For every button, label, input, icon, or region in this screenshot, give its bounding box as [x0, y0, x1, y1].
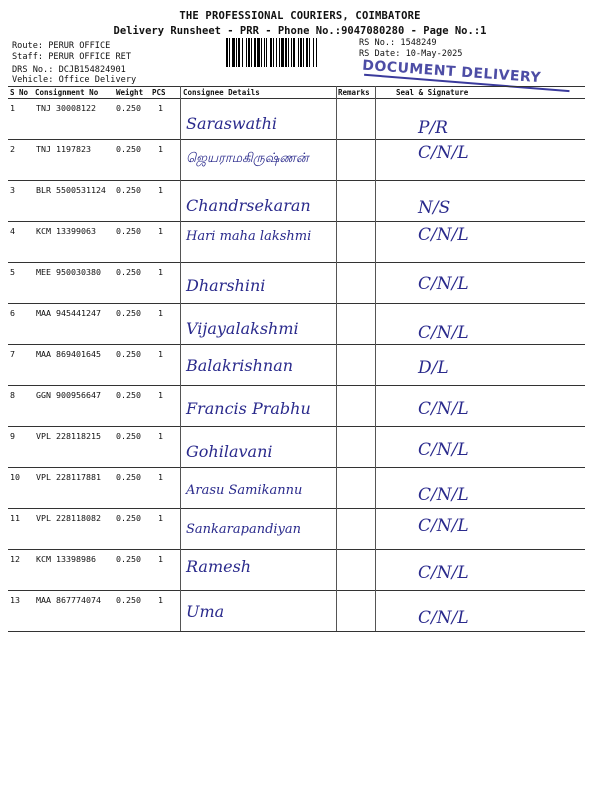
cell-pcs: 1 [158, 226, 163, 236]
cell-consignee-handwritten: Chandrsekaran [186, 196, 311, 215]
cell-pcs: 1 [158, 390, 163, 400]
cell-consignment-no: GGN 900956647 [36, 390, 101, 400]
rs-number: RS No.: 1548249 [359, 38, 437, 48]
runsheet-title: Delivery Runsheet - PRR - Phone No.:9047080280 - Page No.:1 [113, 25, 487, 37]
cell-pcs: 1 [158, 595, 163, 605]
barcode-bar [298, 38, 299, 67]
cell-consignment-no: VPL 228118215 [36, 431, 101, 441]
cell-pcs: 1 [158, 185, 163, 195]
barcode-bar [291, 38, 292, 67]
cell-sno: 9 [10, 431, 15, 441]
barcode-bar [246, 38, 247, 67]
cell-sno: 10 [10, 472, 20, 482]
row-divider [8, 344, 585, 345]
cell-weight: 0.250 [116, 144, 141, 154]
barcode-bar [261, 38, 262, 67]
row-divider [8, 549, 585, 550]
cell-seal-signature: D/L [418, 358, 449, 378]
cell-consignment-no: KCM 13399063 [36, 226, 96, 236]
cell-consignment-no: MEE 950030380 [36, 267, 101, 277]
cell-consignment-no: VPL 228118082 [36, 513, 101, 523]
barcode-bar [276, 38, 277, 67]
cell-weight: 0.250 [116, 267, 141, 277]
column-divider [336, 86, 337, 631]
barcode-bar [242, 38, 243, 67]
row-divider [8, 385, 585, 386]
rs-date: RS Date: 10-May-2025 [359, 49, 463, 59]
barcode-bar [236, 38, 237, 67]
barcode-bar [281, 38, 284, 67]
barcode-bar [316, 38, 317, 67]
cell-seal-signature: C/N/L [418, 143, 469, 163]
row-divider [8, 426, 585, 427]
barcode-bar [270, 38, 272, 67]
company-name: THE PROFESSIONAL COURIERS, COIMBATORE [179, 10, 421, 22]
cell-pcs: 1 [158, 554, 163, 564]
cell-sno: 11 [10, 513, 20, 523]
table-header-border [8, 98, 585, 99]
cell-seal-signature: C/N/L [418, 274, 469, 294]
barcode-bar [285, 38, 287, 67]
row-divider [8, 139, 585, 140]
header-weight: Weight [116, 88, 144, 97]
cell-weight: 0.250 [116, 595, 141, 605]
column-divider [180, 86, 181, 631]
cell-pcs: 1 [158, 431, 163, 441]
cell-consignee-handwritten: Arasu Samikannu [186, 483, 303, 498]
cell-seal-signature: N/S [418, 198, 451, 218]
cell-pcs: 1 [158, 267, 163, 277]
cell-seal-signature: C/N/L [418, 516, 469, 536]
cell-sno: 1 [10, 103, 15, 113]
cell-consignee-handwritten: Gohilavani [186, 442, 273, 461]
cell-consignment-no: TNJ 30008122 [36, 103, 96, 113]
cell-consignee-handwritten: Sankarapandiyan [186, 522, 302, 537]
cell-seal-signature: C/N/L [418, 485, 469, 505]
cell-sno: 8 [10, 390, 15, 400]
header-signature: Seal & Signature [396, 88, 469, 97]
cell-pcs: 1 [158, 144, 163, 154]
barcode-bar [232, 38, 235, 67]
column-divider [375, 86, 376, 631]
cell-consignee-handwritten: Dharshini [186, 276, 266, 295]
cell-pcs: 1 [158, 513, 163, 523]
cell-seal-signature: C/N/L [418, 563, 469, 583]
barcode-bar [238, 38, 240, 67]
cell-seal-signature: C/N/L [418, 225, 469, 245]
cell-weight: 0.250 [116, 390, 141, 400]
cell-seal-signature: C/N/L [418, 399, 469, 419]
header-sno: S No [10, 88, 29, 97]
barcode-bar [303, 38, 304, 67]
row-divider [8, 508, 585, 509]
staff-label: Staff: PERUR OFFICE RET [12, 52, 131, 62]
drs-number: DRS No.: DCJB154824901 [12, 65, 126, 75]
cell-consignee-handwritten: Francis Prabhu [186, 399, 311, 418]
cell-consignment-no: KCM 13398986 [36, 554, 96, 564]
header-consignee: Consignee Details [183, 88, 260, 97]
row-divider [8, 262, 585, 263]
barcode-bar [293, 38, 295, 67]
barcode-bar [309, 38, 310, 67]
cell-weight: 0.250 [116, 185, 141, 195]
header-remarks: Remarks [338, 88, 370, 97]
cell-sno: 2 [10, 144, 15, 154]
cell-consignee-handwritten: Hari maha lakshmi [186, 229, 312, 244]
barcode-image [226, 38, 354, 67]
barcode-bar [248, 38, 250, 67]
cell-sno: 3 [10, 185, 15, 195]
cell-seal-signature: C/N/L [418, 440, 469, 460]
barcode-bar [300, 38, 302, 67]
cell-consignee-handwritten: Saraswathi [186, 114, 277, 133]
row-divider [8, 590, 585, 591]
cell-consignment-no: TNJ 1197823 [36, 144, 91, 154]
cell-sno: 13 [10, 595, 20, 605]
cell-consignee-handwritten: Ramesh [186, 557, 252, 576]
cell-pcs: 1 [158, 308, 163, 318]
row-divider [8, 303, 585, 304]
barcode-bar [264, 38, 265, 67]
barcode-bar [273, 38, 274, 67]
cell-weight: 0.250 [116, 554, 141, 564]
cell-consignee-handwritten: Uma [186, 602, 225, 621]
barcode-bar [257, 38, 260, 67]
cell-consignment-no: MAA 869401645 [36, 349, 101, 359]
row-divider [8, 467, 585, 468]
cell-seal-signature: P/R [418, 118, 448, 138]
cell-weight: 0.250 [116, 103, 141, 113]
cell-consignee-handwritten: Vijayalakshmi [186, 319, 299, 338]
barcode-bar [229, 38, 230, 67]
cell-sno: 12 [10, 554, 20, 564]
cell-weight: 0.250 [116, 308, 141, 318]
barcode-bar [279, 38, 280, 67]
barcode-bar [254, 38, 256, 67]
cell-consignment-no: VPL 228117881 [36, 472, 101, 482]
row-divider [8, 631, 585, 632]
cell-sno: 6 [10, 308, 15, 318]
row-divider [8, 221, 585, 222]
barcode-bar [313, 38, 314, 67]
cell-sno: 5 [10, 267, 15, 277]
cell-consignee-handwritten: Balakrishnan [186, 356, 294, 375]
document-delivery-stamp: DOCUMENT DELIVERY [361, 57, 542, 87]
cell-pcs: 1 [158, 349, 163, 359]
cell-weight: 0.250 [116, 431, 141, 441]
header-pcs: PCS [152, 88, 166, 97]
header-consignment: Consignment No [35, 88, 99, 97]
cell-consignment-no: BLR 5500531124 [36, 185, 106, 195]
cell-consignment-no: MAA 867774074 [36, 595, 101, 605]
barcode-bar [226, 38, 228, 67]
cell-weight: 0.250 [116, 349, 141, 359]
row-divider [8, 180, 585, 181]
table-top-border [8, 86, 585, 87]
vehicle-label: Vehicle: Office Delivery [12, 75, 137, 85]
cell-consignee-handwritten: ஜெயராமகிருஷ்ணன் [186, 151, 309, 166]
cell-weight: 0.250 [116, 226, 141, 236]
cell-sno: 4 [10, 226, 15, 236]
cell-seal-signature: C/N/L [418, 608, 469, 628]
cell-seal-signature: C/N/L [418, 323, 469, 343]
barcode-bar [251, 38, 252, 67]
route-label: Route: PERUR OFFICE [12, 41, 111, 51]
cell-consignment-no: MAA 945441247 [36, 308, 101, 318]
barcode-bar [306, 38, 308, 67]
barcode-bar [266, 38, 267, 67]
barcode-bar [288, 38, 289, 67]
cell-weight: 0.250 [116, 472, 141, 482]
cell-pcs: 1 [158, 472, 163, 482]
cell-pcs: 1 [158, 103, 163, 113]
cell-weight: 0.250 [116, 513, 141, 523]
cell-sno: 7 [10, 349, 15, 359]
